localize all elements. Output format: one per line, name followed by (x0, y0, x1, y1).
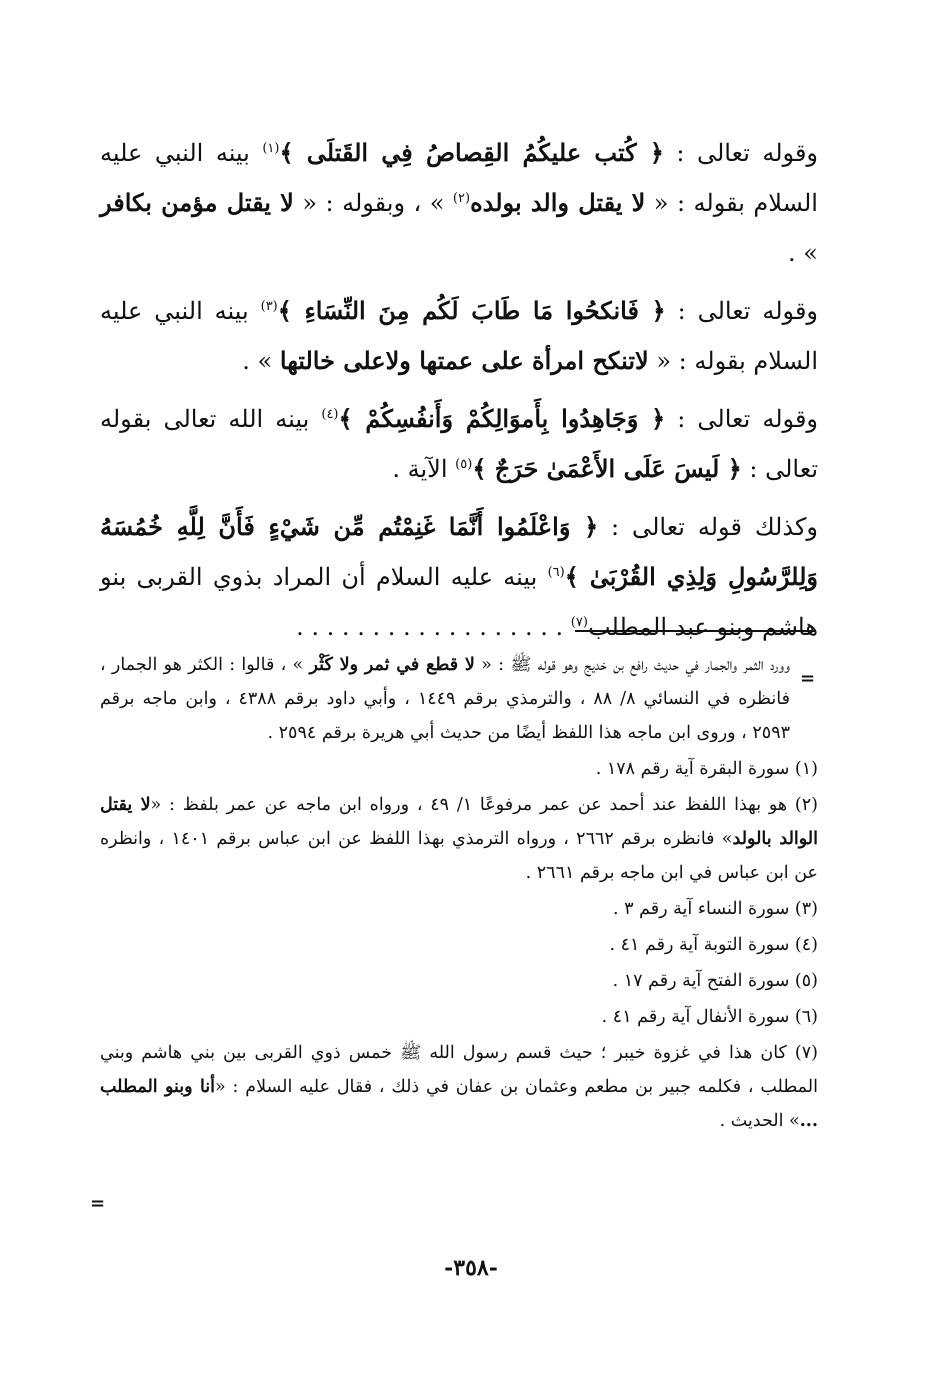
footnote-7 (100, 1036, 818, 1138)
footnote-separator (575, 630, 815, 632)
ellipsis-dots: . . . . . . . . . . . . . . . . . . (296, 613, 571, 641)
text: » فانظره برقم ٢٦٦٢ ، ورواه الترمذي بهذا اللفظ عن ابن عباس برقم ١٤٠١ ، وانظره عن ابن عباس في ابن ماجه برقم ٢٦٦١ . (100, 829, 818, 883)
hadith-text: لاتنكح امرأة على عمتها ولاعلى خالتها (279, 346, 649, 375)
hadith-text: لا يقتل والد بولده (470, 188, 646, 217)
quran-quote: ﴿ لَيسَ عَلَى الأَعْمَىٰ حَرَجٌ ﴾ (472, 454, 742, 483)
text: بينه النبي عليه السلام بقوله : « (100, 297, 818, 375)
text: » . (788, 239, 818, 267)
hadith-text: لا قطع في ثمر ولا كَثْر (309, 655, 475, 675)
footnote-6: (٦) سورة الأنفال آية رقم ٤١ . (601, 1007, 818, 1027)
footnote-continued (100, 648, 818, 750)
footnote-ref: (٧) (570, 615, 588, 630)
hadith-text: لا يقتل الوالد بالولد (100, 795, 818, 849)
text: وكذلك قوله تعالى : (598, 513, 818, 541)
text: الآية . (392, 455, 456, 483)
footnote-ref: (٥) (455, 457, 473, 472)
footnote-1: (١) سورة البقرة آية رقم ١٧٨ . (595, 759, 818, 779)
quran-quote: ﴿ كُتب عليكُمُ القِصاصُ فِي القَتلَى ﴾ (279, 138, 664, 167)
paragraph-2 (100, 286, 818, 386)
text: » ، وبقوله : « (293, 189, 453, 217)
text: وورد الثمر والجمار في حديث رافع بن خديج وهو قوله ﷺ : « (474, 655, 790, 675)
footnotes (100, 648, 818, 1140)
text: (٢) هو بهذا اللفظ عند أحمد عن عمر مرفوعًا ١/ ٤٩ ، ورواه ابن ماجه عن عمر بلفظ : « (150, 795, 818, 815)
text: وقوله تعالى : (665, 297, 819, 325)
quran-quote: ﴿ وَاعْلَمُوا أَنَّمَا غَنِمْتُم مِّن شَيْءٍ فَأَنَّ لِلَّهِ خُمُسَهُ وَلِلرَّسُولِ وَلِذِي القُرْبَىٰ ﴾ (100, 512, 818, 591)
hadith-text: لا يقتل مؤمن بكافر (100, 188, 294, 217)
footnote-ref: (١) (262, 141, 280, 156)
footnote-3: (٣) سورة النساء آية رقم ٣ . (613, 899, 818, 919)
text: وقوله تعالى : (663, 139, 818, 167)
main-text (100, 128, 818, 660)
footnote-2 (100, 788, 818, 890)
text: بينه عليه السلام أن المراد بذوي القربى بنو هاشم وبنو عبد المطلب (100, 563, 818, 641)
text: بينه الله تعالى بقوله تعالى : (100, 405, 818, 483)
footnote-ref: (٤) (321, 407, 339, 422)
text: » الحديث . (719, 1111, 800, 1131)
paragraph-3 (100, 394, 818, 494)
footnote-ref: (٣) (260, 299, 278, 314)
quran-quote: ﴿ وَجَاهِدُوا بِأَموَالِكُمْ وَأَنفُسِكُمْ ﴾ (338, 404, 666, 433)
page-number: -٣٥٨- (444, 1255, 498, 1281)
text: (٧) كان هذا في غزوة خيبر ؛ حيث قسم رسول الله ﷺ خمس ذوي القربى بين بني هاشم وبني المطلب ، فكلمه جبير بن مطعم وعثمان بن عفان في ذلك ، فقال عليه السلام : « (100, 1043, 818, 1097)
text: وقوله تعالى : (665, 405, 819, 433)
text: » . (242, 347, 280, 375)
footnote-ref: (٢) (452, 191, 471, 206)
continuation-mark: = (800, 668, 816, 689)
paragraph-1 (100, 128, 818, 278)
continuation-mark-end: = (90, 1193, 106, 1214)
footnote-4: (٤) سورة التوبة آية رقم ٤١ . (609, 935, 818, 955)
hadith-text: أنا وبنو المطلب ... (100, 1077, 818, 1131)
quran-quote: ﴿ فَانكحُوا مَا طَابَ لَكُم مِنَ النِّسَاءِ ﴾ (277, 296, 666, 325)
footnote-5: (٥) سورة الفتح آية رقم ١٧ . (612, 971, 818, 991)
footnote-ref: (٦) (547, 565, 565, 580)
text: بينه النبي عليه السلام بقوله : « (100, 139, 818, 217)
text: » ، قالوا : الكثر هو الجمار ، فانظره في النسائي ٨/ ٨٨ ، والترمذي برقم ١٤٤٩ ، وأبي داود برقم ٤٣٨٨ ، وابن ماجه برقم ٢٥٩٣ ، وروى ابن ماجه هذا اللفظ أيضًا من حديث أبي هريرة برقم ٢٥٩٤ . (100, 655, 790, 743)
